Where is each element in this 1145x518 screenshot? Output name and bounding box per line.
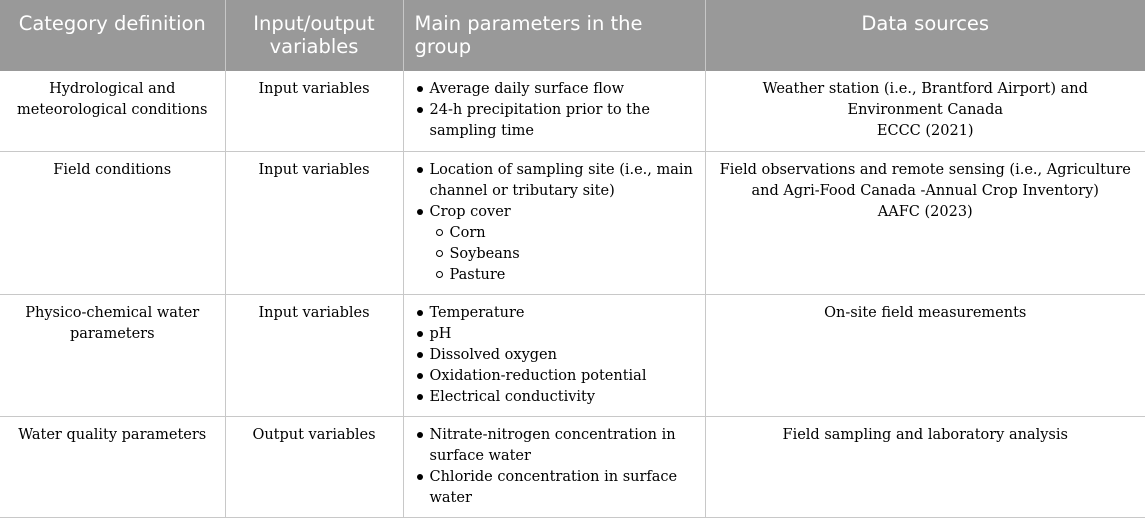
sources-text: Field sampling and laboratory analysis xyxy=(782,426,1068,443)
param-item: Dissolved oxygen xyxy=(416,345,699,366)
io-cell: Input variables xyxy=(225,71,403,151)
io-cell: Input variables xyxy=(225,294,403,416)
table-row xyxy=(0,71,1145,151)
header-category: Category definition xyxy=(0,0,225,71)
header-row xyxy=(0,0,1145,71)
param-item: Average daily surface flow xyxy=(416,79,699,100)
table-row xyxy=(0,294,1145,416)
param-item: pH xyxy=(416,324,699,345)
params-cell xyxy=(403,294,705,416)
header-io: Input/output variables xyxy=(225,0,403,71)
header-params: Main parameters in the group xyxy=(403,0,705,71)
sources-text: On-site field measurements xyxy=(824,304,1027,321)
params-list xyxy=(416,303,699,408)
io-cell: Output variables xyxy=(225,416,403,517)
category-cell: Physico-chemical water parameters xyxy=(0,294,225,416)
table-row xyxy=(0,151,1145,294)
sources-text: Weather station (i.e., Brantford Airport) and Environment Canada xyxy=(762,81,1088,118)
params-cell xyxy=(403,151,705,294)
param-item xyxy=(416,202,699,286)
params-list xyxy=(416,425,699,509)
param-item: Chloride concentration in surface water xyxy=(416,467,699,509)
param-item: Location of sampling site (i.e., main channel or tributary site) xyxy=(416,160,699,202)
sources-text: Field observations and remote sensing (i.e., Agriculture and Agri-Food Canada -Annual Crop Inventory) xyxy=(719,161,1131,199)
table-row xyxy=(0,416,1145,517)
param-item: Oxidation-reduction potential xyxy=(416,366,699,387)
header-sources: Data sources xyxy=(705,0,1145,71)
category-cell: Water quality parameters xyxy=(0,416,225,517)
sources-cell xyxy=(705,294,1145,416)
params-list xyxy=(416,79,699,142)
sub-param-item: Pasture xyxy=(436,265,699,286)
sub-param-item: Soybeans xyxy=(436,244,699,265)
param-item: Electrical conductivity xyxy=(416,387,699,408)
sub-params-list xyxy=(430,223,699,286)
sources-cell xyxy=(705,151,1145,294)
sources-ref: AAFC (2023) xyxy=(877,203,973,220)
param-item: 24-h precipitation prior to the sampling time xyxy=(416,100,699,142)
sub-param-item: Corn xyxy=(436,223,699,244)
param-item: Nitrate-nitrogen concentration in surface water xyxy=(416,425,699,467)
category-cell: Hydrological and meteorological conditions xyxy=(0,71,225,151)
sources-ref: ECCC (2021) xyxy=(876,123,974,139)
table-body xyxy=(0,71,1145,517)
io-cell: Input variables xyxy=(225,151,403,294)
sources-cell xyxy=(705,71,1145,151)
params-list xyxy=(416,160,699,286)
params-cell xyxy=(403,71,705,151)
category-cell: Field conditions xyxy=(0,151,225,294)
table-header xyxy=(0,0,1145,71)
sources-cell xyxy=(705,416,1145,517)
params-cell xyxy=(403,416,705,517)
param-item: Temperature xyxy=(416,303,699,324)
param-item-label: Crop cover xyxy=(429,203,511,220)
